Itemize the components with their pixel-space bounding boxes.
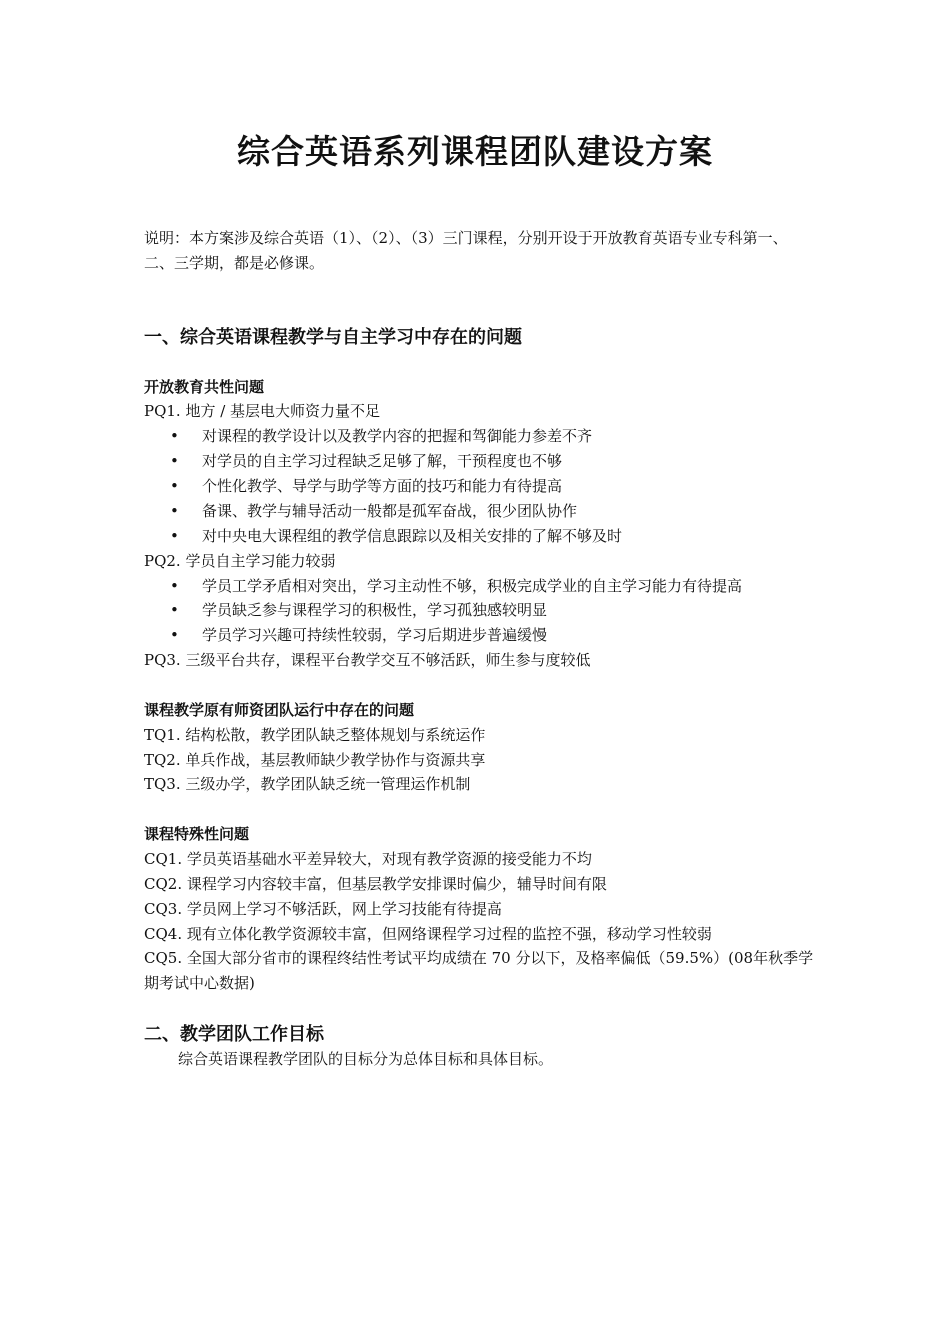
document-title: 综合英语系列课程团队建设方案 [237, 132, 713, 171]
list-item: CQ1. 学员英语基础水平差异较大，对现有教学资源的接受能力不均 [144, 850, 592, 868]
intro-paragraph: 说明：本方案涉及综合英语（1）、（2）、（3）三门课程，分别开设于开放教育英语专业专科第一、二、三学期，都是必修课。 [144, 229, 788, 272]
bullet-icon: • [170, 527, 179, 545]
list-item: CQ4. 现有立体化教学资源较丰富，但网络课程学习过程的监控不强，移动学习性较弱 [144, 925, 712, 943]
list-item: • 备课、教学与辅导活动一般都是孤军奋战，很少团队协作 [170, 499, 830, 523]
list-item: • 对课程的教学设计以及教学内容的把握和驾御能力参差不齐 [170, 424, 830, 448]
bullet-icon: • [170, 502, 179, 520]
pq1-line: PQ1. 地方 / 基层电大师资力量不足 [144, 402, 381, 420]
common-issues-heading: 开放教育共性问题 [144, 378, 265, 396]
list-item: CQ2. 课程学习内容较丰富，但基层教学安排课时偏少，辅导时间有限 [144, 875, 607, 893]
list-item: • 学员工学矛盾相对突出，学习主动性不够，积极完成学业的自主学习能力有待提高 [170, 574, 830, 598]
bullet-icon: • [170, 577, 179, 595]
section2-paragraph: 综合英语课程教学团队的目标分为总体目标和具体目标。 [178, 1050, 554, 1068]
bullet-icon: • [170, 427, 179, 445]
list-item: CQ5. 全国大部分省市的课程终结性考试平均成绩在 70 分以下，及格率偏低（59.5%）(08年秋季学期考试中心数据) [144, 949, 814, 992]
list-item: • 个性化教学、导学与助学等方面的技巧和能力有待提高 [170, 474, 830, 498]
list-item: • 对学员的自主学习过程缺乏足够了解，干预程度也不够 [170, 449, 830, 473]
list-item: • 对中央电大课程组的教学信息跟踪以及相关安排的了解不够及时 [170, 524, 830, 548]
section1-heading: 一、综合英语课程教学与自主学习中存在的问题 [144, 327, 522, 348]
special-issues-heading: 课程特殊性问题 [144, 825, 250, 843]
list-item: TQ1. 结构松散，教学团队缺乏整体规划与系统运作 [144, 726, 486, 744]
bullet-icon: • [170, 477, 179, 495]
bullet-icon: • [170, 452, 179, 470]
pq3-line: PQ3. 三级平台共存，课程平台教学交互不够活跃，师生参与度较低 [144, 651, 591, 669]
pq2-line: PQ2. 学员自主学习能力较弱 [144, 552, 336, 570]
list-item: TQ3. 三级办学，教学团队缺乏统一管理运作机制 [144, 775, 471, 793]
section2-heading: 二、教学团队工作目标 [144, 1024, 324, 1045]
list-item: TQ2. 单兵作战，基层教师缺少教学协作与资源共享 [144, 751, 486, 769]
team-issues-heading: 课程教学原有师资团队运行中存在的问题 [144, 701, 415, 719]
list-item: • 学员缺乏参与课程学习的积极性，学习孤独感较明显 [170, 598, 830, 622]
list-item: • 学员学习兴趣可持续性较弱，学习后期进步普遍缓慢 [170, 623, 830, 647]
bullet-icon: • [170, 626, 179, 644]
list-item: CQ3. 学员网上学习不够活跃，网上学习技能有待提高 [144, 900, 502, 918]
bullet-icon: • [170, 601, 179, 619]
